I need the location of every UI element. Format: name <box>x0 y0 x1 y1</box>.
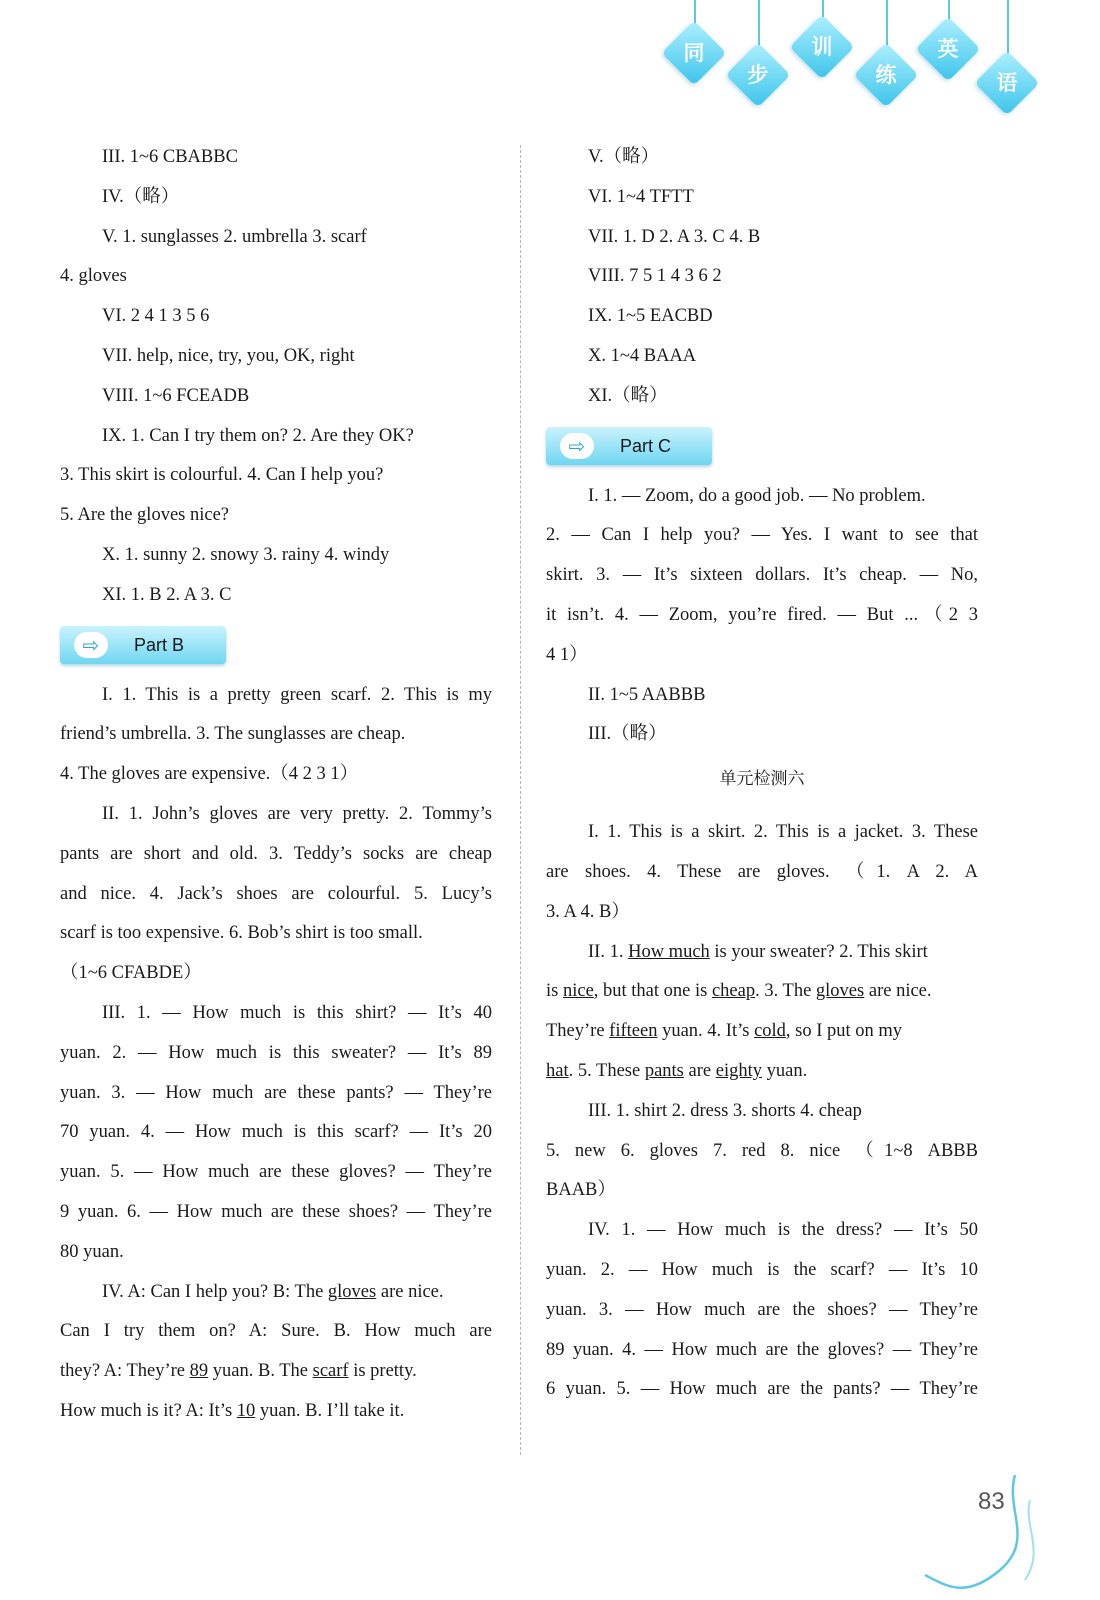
answer-line: VIII. 7 5 1 4 3 6 2 <box>588 266 722 287</box>
part-label: Part C <box>620 435 672 456</box>
answer-line: XI. 1. B 2. A 3. C <box>102 584 232 605</box>
answer-line: yuan. 2. — How much is the scarf? — It’s 10 <box>546 1259 978 1280</box>
answer-line: they? A: They’re 89 yuan. B. The scarf is pretty. <box>60 1361 417 1382</box>
title-tile-2: 步 <box>725 42 790 107</box>
underlined-word: gloves <box>327 1281 377 1302</box>
tile-string <box>886 0 888 50</box>
underlined-word: cheap <box>711 981 756 1002</box>
answer-line: hat. 5. These pants are eighty yuan. <box>546 1060 808 1081</box>
answer-line: III. 1. — How much is this shirt? — It’s 40 <box>102 1002 492 1023</box>
answer-line: I. 1. This is a pretty green scarf. 2. This is my <box>102 684 492 705</box>
answer-line: VII. 1. D 2. A 3. C 4. B <box>588 226 761 247</box>
title-tile-6: 语 <box>974 50 1039 115</box>
answer-line: IV.（略） <box>102 186 180 207</box>
answer-line: and nice. 4. Jack’s shoes are colourful. 5. Lucy’s <box>60 883 492 904</box>
part-b-heading <box>60 616 492 676</box>
answer-line: How much is it? A: It’s 10 yuan. B. I’ll take it. <box>60 1400 405 1421</box>
answer-line: yuan. 3. — How much are the shoes? — They’re <box>546 1299 978 1320</box>
arrow-right-icon: ⇨ <box>560 433 594 459</box>
answer-line: They’re fifteen yuan. 4. It’s cold, so I put on my <box>546 1021 903 1042</box>
answer-line: VII. help, nice, try, you, OK, right <box>102 345 355 366</box>
answer-line: VI. 2 4 1 3 5 6 <box>102 306 210 327</box>
answer-line: yuan. 2. — How much is this sweater? — It’s 89 <box>60 1042 492 1063</box>
part-label: Part B <box>134 634 185 655</box>
page-number: 83 <box>978 1488 1005 1515</box>
underlined-word: 89 <box>189 1361 209 1382</box>
answer-line: 3. A 4. B） <box>546 901 630 922</box>
answer-line: 4 1） <box>546 644 588 665</box>
answer-line: VI. 1~4 TFTT <box>588 186 694 207</box>
answer-line: skirt. 3. — It’s sixteen dollars. It’s cheap. — No, <box>546 565 978 586</box>
underlined-word: pants <box>644 1060 684 1081</box>
title-tile-4: 练 <box>853 42 918 107</box>
answer-line: I. 1. — Zoom, do a good job. — No problem. <box>588 485 926 506</box>
answer-line: III. 1. shirt 2. dress 3. shorts 4. cheap <box>588 1100 862 1121</box>
answer-line: is nice, but that one is cheap. 3. The gloves are nice. <box>546 981 932 1002</box>
tile-string <box>758 0 760 50</box>
answer-line: XI.（略） <box>588 385 668 406</box>
answer-line: 89 yuan. 4. — How much are the gloves? — They’re <box>546 1339 978 1360</box>
answer-line: II. 1~5 AABBB <box>588 684 706 705</box>
part-badge <box>546 427 712 465</box>
underlined-word: eighty <box>715 1060 762 1081</box>
underlined-word: nice <box>562 981 594 1002</box>
underlined-word: cold <box>754 1021 786 1042</box>
answer-line: pants are short and old. 3. Teddy’s socks are cheap <box>60 843 492 864</box>
unit-test-title: 单元检测六 <box>719 769 805 790</box>
part-badge <box>60 626 226 664</box>
underlined-word: hat <box>546 1060 569 1081</box>
answer-line: II. 1. How much is your sweater? 2. This skirt <box>588 941 928 962</box>
answer-line: 70 yuan. 4. — How much is this scarf? — It’s 20 <box>60 1122 492 1143</box>
answer-line: yuan. 3. — How much are these pants? — They’re <box>60 1082 492 1103</box>
answer-line: 5. new 6. gloves 7. red 8. nice （1~8 ABBB <box>546 1140 978 1161</box>
column-divider <box>520 145 521 1455</box>
arrow-right-icon: ⇨ <box>74 632 108 658</box>
answer-line: 2. — Can I help you? — Yes. I want to see that <box>546 525 978 546</box>
answer-line: 3. This skirt is colourful. 4. Can I help you? <box>60 465 384 486</box>
answer-line: IV. 1. — How much is the dress? — It’s 50 <box>588 1220 978 1241</box>
answer-line: yuan. 5. — How much are these gloves? — They’re <box>60 1162 492 1183</box>
answer-line: friend’s umbrella. 3. The sunglasses are cheap. <box>60 724 406 745</box>
underlined-word: How much <box>628 941 710 962</box>
answer-line: VIII. 1~6 FCEADB <box>102 385 250 406</box>
answer-line: 6 yuan. 5. — How much are the pants? — They’re <box>546 1379 978 1400</box>
answer-line: II. 1. John’s gloves are very pretty. 2. Tommy’s <box>102 803 492 824</box>
answer-line: V.（略） <box>588 147 660 167</box>
answer-line: 4. gloves <box>60 266 127 287</box>
underlined-word: gloves <box>815 981 865 1002</box>
answer-line: 9 yuan. 6. — How much are these shoes? — They’re <box>60 1201 492 1222</box>
answer-line: Can I try them on? A: Sure. B. How much are <box>60 1321 492 1342</box>
answer-line: III. 1~6 CBABBC <box>102 147 238 167</box>
tile-string <box>1007 0 1009 58</box>
answer-line: X. 1~4 BAAA <box>588 345 697 366</box>
title-tile-1: 同 <box>661 20 726 85</box>
header-title-tiles <box>0 0 1100 120</box>
answer-line: （1~6 CFABDE） <box>60 963 202 984</box>
answer-line: 5. Are the gloves nice? <box>60 505 230 526</box>
answer-line: scarf is too expensive. 6. Bob’s shirt is too small. <box>60 923 423 944</box>
right-column <box>546 138 978 1410</box>
underlined-word: fifteen <box>609 1021 658 1042</box>
answer-line: V. 1. sunglasses 2. umbrella 3. scarf <box>102 226 367 247</box>
answer-line: it isn’t. 4. — Zoom, you’re fired. — But ...（2 3 <box>546 604 978 625</box>
answer-line: 4. The gloves are expensive.（4 2 3 1） <box>60 764 359 785</box>
answer-line: are shoes. 4. These are gloves. （1. A 2. A <box>546 861 978 882</box>
answer-line: IX. 1~5 EACBD <box>588 306 713 327</box>
answer-line: BAAB） <box>546 1180 616 1201</box>
part-c-heading <box>546 417 978 477</box>
title-tile-3: 训 <box>789 14 854 79</box>
underlined-word: 10 <box>236 1400 256 1421</box>
answer-line: X. 1. sunny 2. snowy 3. rainy 4. windy <box>102 544 390 565</box>
answer-line: IX. 1. Can I try them on? 2. Are they OK? <box>102 425 414 446</box>
title-tile-5: 英 <box>915 16 980 81</box>
answer-line: I. 1. This is a skirt. 2. This is a jacket. 3. These <box>588 822 978 843</box>
answer-line: 80 yuan. <box>60 1241 124 1262</box>
answer-line: III.（略） <box>588 724 667 745</box>
left-column <box>60 138 492 1432</box>
underlined-word: scarf <box>312 1361 349 1382</box>
answer-line: IV. A: Can I help you? B: The gloves are nice. <box>102 1281 444 1302</box>
